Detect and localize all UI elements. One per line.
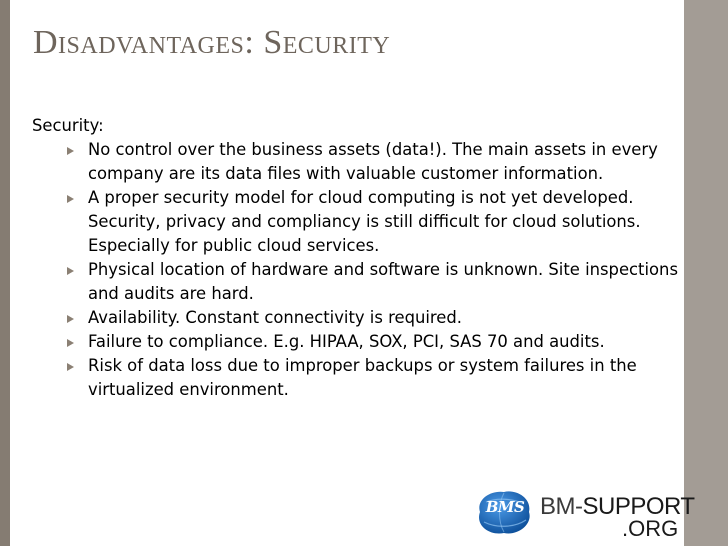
bullet-text: A proper security model for cloud computing is not yet developed. Security, privacy and compliancy is still difficult for cloud solutions. Especially for public cloud services. xyxy=(88,188,641,255)
bullet-text: Physical location of hardware and software is unknown. Site inspections and audits are hard. xyxy=(88,260,678,303)
list-item xyxy=(32,186,682,258)
list-item xyxy=(32,306,682,330)
triangle-bullet-icon xyxy=(67,147,74,155)
list-item xyxy=(32,138,682,186)
bullet-text: Availability. Constant connectivity is required. xyxy=(88,308,462,327)
bullet-text: No control over the business assets (data!). The main assets in every company are its data files with valuable customer information. xyxy=(88,140,658,183)
left-accent-bar xyxy=(0,0,10,546)
bullet-text: Risk of data loss due to improper backups or system failures in the virtualized environment. xyxy=(88,356,637,399)
logo-brand-prefix: BM- xyxy=(540,493,583,520)
slide-body xyxy=(32,114,682,402)
bm-support-logo xyxy=(472,486,695,541)
bullet-text: Failure to compliance. E.g. HIPAA, SOX, PCI, SAS 70 and audits. xyxy=(88,332,605,351)
slide-title: Disadvantages: Security xyxy=(33,24,391,61)
triangle-bullet-icon xyxy=(67,267,74,275)
list-item xyxy=(32,258,682,306)
triangle-bullet-icon xyxy=(67,363,74,371)
list-item xyxy=(32,354,682,402)
triangle-bullet-icon xyxy=(67,195,74,203)
triangle-bullet-icon xyxy=(67,315,74,323)
triangle-bullet-icon xyxy=(67,339,74,347)
logo-brand-main: SUPPORT xyxy=(582,493,695,520)
logo-emblem-text: BMS xyxy=(485,498,525,516)
right-accent-bar xyxy=(684,0,728,546)
intro-text: Security: xyxy=(32,116,104,135)
logo-brand-suffix: .ORG xyxy=(622,516,679,541)
list-item xyxy=(32,330,682,354)
bullet-list xyxy=(32,138,682,402)
